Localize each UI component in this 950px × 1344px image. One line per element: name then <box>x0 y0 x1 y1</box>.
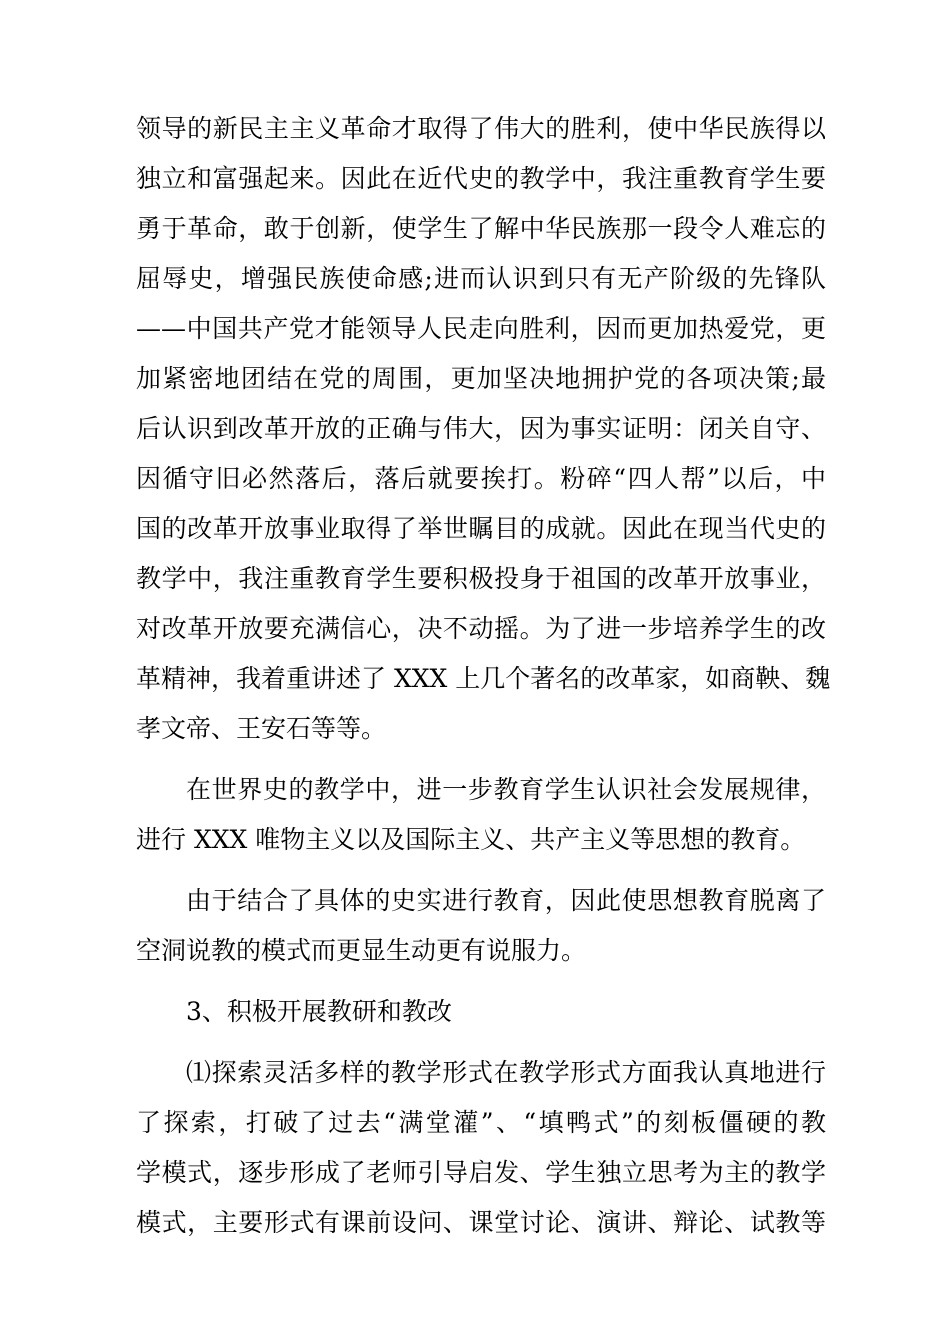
text-line: 因循守旧必然落后，落后就要挨打。粉碎“四人帮”以后，中 <box>136 464 826 493</box>
text-line: 由于结合了具体的史实进行教育，因此使思想教育脱离了 <box>186 886 826 915</box>
text-line: 领导的新民主主义革命才取得了伟大的胜利，使中华民族得以 <box>136 114 826 143</box>
text-line: 教学中，我注重教育学生要积极投身于祖国的改革开放事业， <box>136 564 826 593</box>
text-line: 对改革开放要充满信心，决不动摇。为了进一步培养学生的改 <box>136 614 826 643</box>
text-line: ⑴探索灵活多样的教学形式在教学形式方面我认真地进行 <box>186 1058 826 1087</box>
section-heading <box>136 987 826 1037</box>
paragraph-3 <box>136 876 826 976</box>
text-line: 在世界史的教学中，进一步教育学生认识社会发展规律， <box>186 775 826 804</box>
text-line: 学模式，逐步形成了老师引导启发、学生独立思考为主的教学 <box>136 1158 826 1187</box>
text-line: ——中国共产党才能领导人民走向胜利，因而更加热爱党，更 <box>136 314 826 343</box>
text-line: 模式，主要形式有课前设问、课堂讨论、演讲、辩论、试教等 <box>136 1208 826 1237</box>
paragraph-1 <box>136 104 831 754</box>
text-line: 革精神，我着重讲述了 XXX 上几个著名的改革家，如商鞅、魏 <box>136 664 831 693</box>
paragraph-2 <box>136 765 826 865</box>
text-line: 后认识到改革开放的正确与伟大，因为事实证明：闭关自守、 <box>136 414 826 443</box>
text-line: 进行 XXX 唯物主义以及国际主义、共产主义等思想的教育。 <box>136 825 806 854</box>
text-line: 空洞说教的模式而更显生动更有说服力。 <box>136 936 587 965</box>
text-line: 屈辱史，增强民族使命感;进而认识到只有无产阶级的先锋队 <box>136 264 826 293</box>
text-line: 孝文帝、王安石等等。 <box>136 714 387 743</box>
text-line: 加紧密地团结在党的周围，更加坚决地拥护党的各项决策;最 <box>136 364 826 393</box>
text-line: 国的改革开放事业取得了举世瞩目的成就。因此在现当代史的 <box>136 514 826 543</box>
text-line: 了探索，打破了过去“满堂灌”、“填鸭式”的刻板僵硬的教 <box>136 1108 826 1137</box>
text-line: 勇于革命，敢于创新，使学生了解中华民族那一段令人难忘的 <box>136 214 826 243</box>
paragraph-4 <box>136 1048 826 1248</box>
text-line: 独立和富强起来。因此在近代史的教学中，我注重教育学生要 <box>136 164 826 193</box>
section-heading-text: 3、积极开展教研和教改 <box>186 997 452 1026</box>
document-body <box>136 104 831 1248</box>
